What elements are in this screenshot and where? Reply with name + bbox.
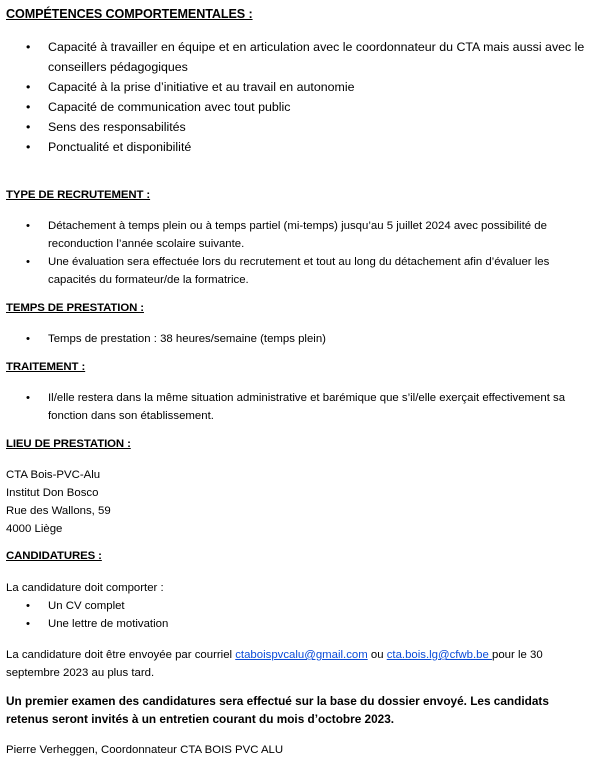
list-item: • Capacité de communication avec tout public: [0, 97, 593, 117]
address-line: 4000 Liège: [6, 523, 63, 535]
section-heading-candidatures: CANDIDATURES :: [6, 550, 102, 562]
send-prefix: La candidature doit être envoyée par courriel: [6, 649, 236, 661]
temps-prestation-list: [0, 330, 580, 348]
section-heading-lieu: LIEU DE PRESTATION :: [6, 438, 131, 450]
selection-note: Un premier examen des candidatures sera effectué sur la base du dossier envoyé. Les candidats retenus seront invités à un entretien courant du mois d’octobre 2023.: [6, 694, 549, 726]
section-heading-temps-prestation: TEMPS DE PRESTATION :: [6, 302, 144, 314]
recrutement-list: [0, 217, 580, 289]
send-instructions-line2: septembre 2023 au plus tard.: [6, 667, 155, 679]
list-item: • Une lettre de motivation: [0, 615, 580, 633]
send-middle: ou: [367, 649, 387, 661]
list-item: • Il/elle restera dans la même situation administrative et barémique que s’il/elle exerçait effectivement sa fonction dans son établissement.: [0, 389, 588, 425]
list-item: • Un CV complet: [0, 597, 580, 615]
list-item: • Ponctualité et disponibilité: [0, 137, 593, 157]
send-instructions: [6, 646, 543, 664]
section-heading-traitement: TRAITEMENT :: [6, 361, 86, 373]
competences-list: [0, 37, 593, 157]
list-item: • Capacité à la prise d’initiative et au travail en autonomie: [0, 77, 593, 97]
list-item: • Temps de prestation : 38 heures/semaine (temps plein): [0, 330, 580, 348]
candidatures-intro: La candidature doit comporter :: [6, 582, 164, 594]
section-heading-recrutement: TYPE DE RECRUTEMENT :: [6, 189, 151, 201]
list-item: • Sens des responsabilités: [0, 117, 593, 137]
list-item: • Détachement à temps plein ou à temps partiel (mi-temps) jusqu’au 5 juillet 2024 avec possibilité de reconduction l’année scolaire suivante.: [0, 217, 580, 253]
send-suffix: pour le 30: [492, 649, 543, 661]
address-line: Institut Don Bosco: [6, 487, 99, 499]
traitement-list: [0, 389, 588, 425]
candidatures-list: [0, 597, 580, 633]
signature: Pierre Verheggen, Coordonnateur CTA BOIS PVC ALU: [6, 744, 284, 756]
address-line: CTA Bois-PVC-Alu: [6, 469, 101, 481]
list-item: • Capacité à travailler en équipe et en articulation avec le coordonnateur du CTA mais aussi avec le conseillers pédagogiques: [0, 37, 593, 77]
address-line: Rue des Wallons, 59: [6, 505, 111, 517]
section-heading-competences: COMPÉTENCES COMPORTEMENTALES :: [6, 7, 253, 21]
list-item: • Une évaluation sera effectuée lors du recrutement et tout au long du détachement afin d’évaluer les capacités du formateur/de la formatrice.: [0, 253, 580, 289]
email-link-gmail[interactable]: ctaboispvcalu@gmail.com: [235, 649, 368, 661]
email-link-cfwb[interactable]: cta.bois.lg@cfwb.be: [386, 649, 492, 661]
